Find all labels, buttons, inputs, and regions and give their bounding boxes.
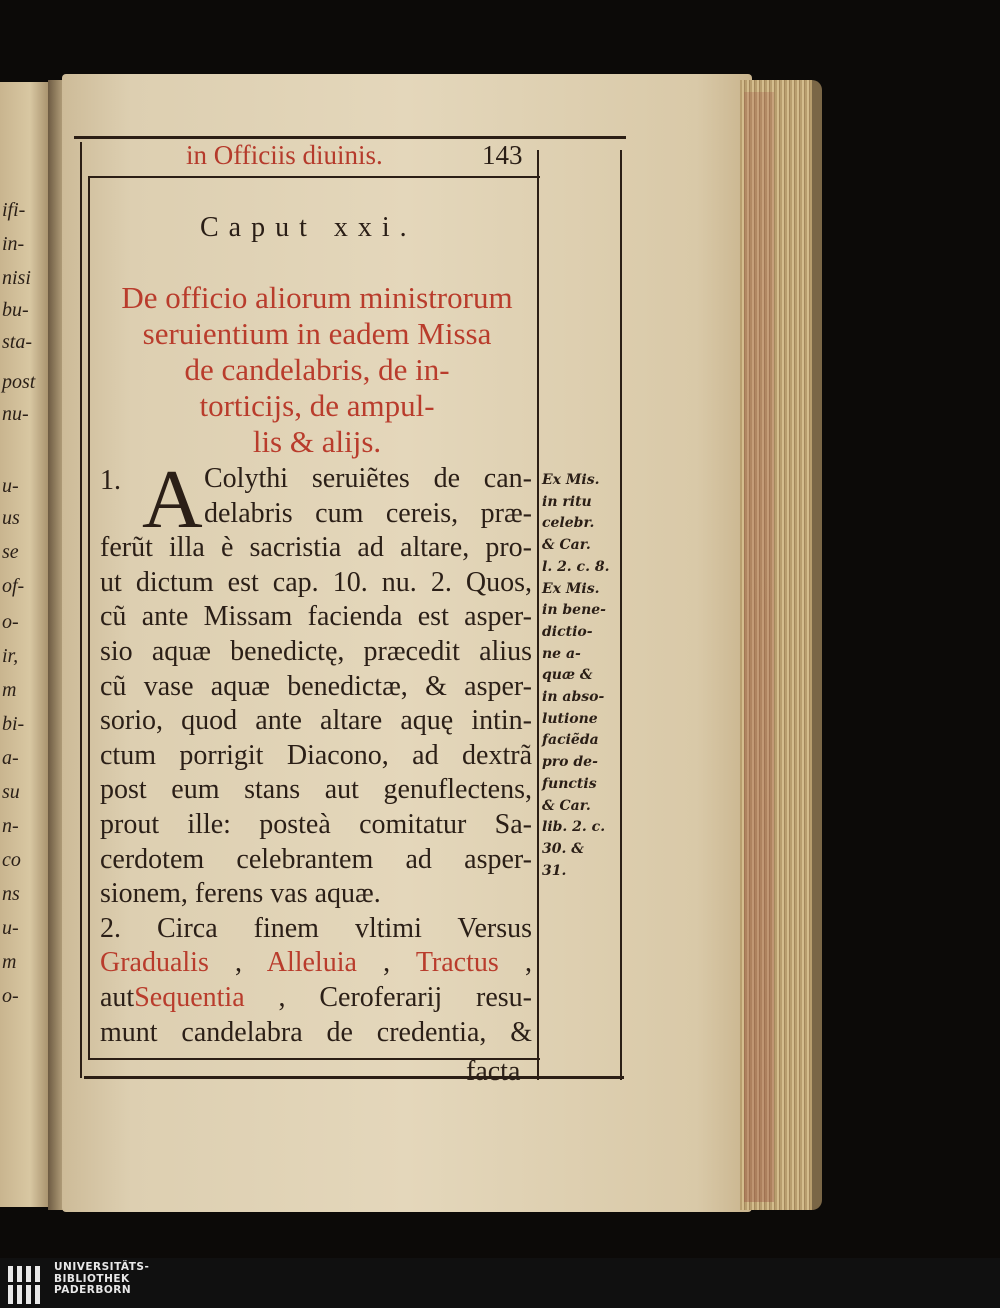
left-page-fragment: nu-: [2, 403, 29, 425]
left-page-fragment: o-: [2, 985, 19, 1007]
body-text-span: aut: [100, 981, 135, 1013]
rubric-word: Sequentia: [134, 981, 245, 1013]
left-page-fragment: post: [2, 371, 36, 393]
paragraph-number: 2.: [100, 912, 121, 944]
margin-note-line: & Car.: [542, 797, 591, 814]
left-page-fragment: us: [2, 507, 20, 529]
body-text-span: Circa finem vltimi Versus: [157, 912, 532, 944]
chapter-title: Caput xxi.: [200, 212, 417, 243]
margin-note-line: functis: [542, 775, 597, 792]
heading-line: lis & alijs.: [252, 424, 382, 459]
library-logo-icon: [6, 1262, 48, 1306]
paragraph-number: 1.: [100, 465, 121, 496]
body-line: ut dictum est cap. 10. nu. 2. Quos,: [100, 566, 532, 598]
rubric-word: Gradualis: [100, 947, 209, 979]
frame-right-rule: [620, 150, 622, 1080]
body-line: sorio, quod ante altare aquę intin-: [100, 705, 532, 737]
margin-note-line: 30. &: [542, 840, 584, 857]
left-page-fragment: ir,: [2, 645, 19, 667]
margin-note-line: in ritu: [542, 493, 592, 510]
library-name-line: UNIVERSITÄTS-: [54, 1261, 150, 1273]
body-line: sionem, ferens vas aquæ.: [100, 878, 381, 910]
margin-note-line: celebr.: [542, 515, 595, 532]
left-page-fragment: ifi-: [2, 199, 26, 221]
red-edge-stain: [744, 92, 774, 1202]
frame-top-rule: [74, 136, 626, 139]
page-number: 143: [482, 140, 523, 170]
body-line: prout ille: posteà comitatur Sa-: [100, 808, 532, 840]
margin-note-line: l. 2. c. 8.: [542, 558, 610, 575]
left-page-fragment: ns: [2, 883, 20, 905]
margin-note-line: Ex Mis.: [542, 472, 600, 488]
rubric-word: Alleluia: [266, 947, 357, 979]
left-page-fragment: n-: [2, 815, 19, 837]
body-line: sio aquæ benedictę, præcedit alius: [100, 635, 532, 667]
footer-bar: [0, 1258, 1000, 1308]
body-line: cũ ante Missam facienda est asper-: [100, 601, 532, 633]
margin-note-line: & Car.: [542, 537, 591, 554]
library-name-line: PADERBORN: [54, 1284, 132, 1296]
body-line: Colythi seruiẽtes de can-: [204, 463, 532, 494]
heading-line: de candelabris, de in-: [184, 352, 450, 387]
body-line: post eum stans aut genuflectens,: [100, 774, 532, 806]
left-page-edge: [0, 82, 52, 1207]
margin-note-line: in abso-: [542, 689, 605, 706]
paragraph2-line: [100, 912, 532, 947]
left-page-fragment: u-: [2, 917, 19, 939]
margin-note-line: 31.: [542, 862, 567, 879]
margin-note-line: dictio-: [542, 623, 593, 640]
left-page-fragment: m: [2, 951, 17, 973]
frame-left-inner: [88, 178, 90, 1058]
left-page-fragment: sta-: [2, 331, 32, 353]
margin-note-line: in bene-: [542, 602, 606, 619]
drop-cap: A: [142, 453, 203, 546]
frame-bottom-rule: [84, 1076, 624, 1079]
margin-note-line: lutione: [542, 710, 598, 727]
margin-note-line: quæ &: [542, 667, 593, 684]
left-page-fragment: a-: [2, 747, 19, 769]
heading-line: torticijs, de ampul-: [199, 388, 435, 423]
body-line: autSequentia , Ceroferarij resu-: [100, 981, 533, 1013]
body-line: cũ vase aquæ benedictæ, & asper-: [100, 670, 532, 702]
frame-left-outer: [80, 142, 82, 1078]
margin-note-line: Ex Mis.: [542, 580, 600, 597]
chapter-heading: [96, 280, 538, 460]
body-line: ctum porrigit Diacono, ad dextrã: [100, 739, 532, 771]
body-line: ferũt illa è sacristia ad altare, pro-: [100, 532, 532, 564]
left-page-fragment: m: [2, 679, 17, 701]
rubric-word: Tractus: [415, 947, 499, 979]
left-page-fragment: co: [2, 849, 21, 871]
heading-line: seruientium in eadem Missa: [142, 316, 492, 351]
library-name: [54, 1262, 149, 1297]
margin-note-line: pro de-: [542, 754, 598, 771]
left-page-fragment: bi-: [2, 713, 25, 735]
body-line: munt candelabra de credentia, &: [100, 1016, 532, 1048]
left-page-fragment: of-: [2, 575, 25, 597]
margin-note-line: faciẽda: [542, 732, 599, 749]
left-page-fragment: o-: [2, 611, 19, 633]
running-head: in Officiis diuinis.: [186, 140, 383, 170]
left-page-fragment: u-: [2, 475, 19, 497]
body-line: delabris cum cereis, præ-: [204, 497, 532, 529]
body-text-span: Ceroferarij resu-: [319, 981, 533, 1013]
margin-note-line: lib. 2. c.: [542, 819, 606, 836]
body-line: cerdotem celebrantem ad asper-: [100, 843, 532, 875]
library-name-line: BIBLIOTHEK: [54, 1272, 130, 1285]
rubric-line: Gradualis , Alleluia , Tractus ,: [100, 947, 532, 979]
left-page-fragment: su: [2, 781, 20, 803]
body-text: [100, 453, 533, 1050]
margin-notes: [542, 470, 620, 882]
left-page-fragment: bu-: [2, 299, 29, 321]
head-rule: [88, 176, 540, 178]
catchword: facta: [466, 1056, 521, 1087]
margin-note-line: ne a-: [542, 645, 581, 662]
left-page-fragment: nisi: [2, 267, 31, 289]
heading-line: De officio aliorum ministrorum: [121, 280, 513, 315]
left-page-fragment: se: [2, 541, 19, 563]
left-page-fragment: in-: [2, 233, 25, 255]
